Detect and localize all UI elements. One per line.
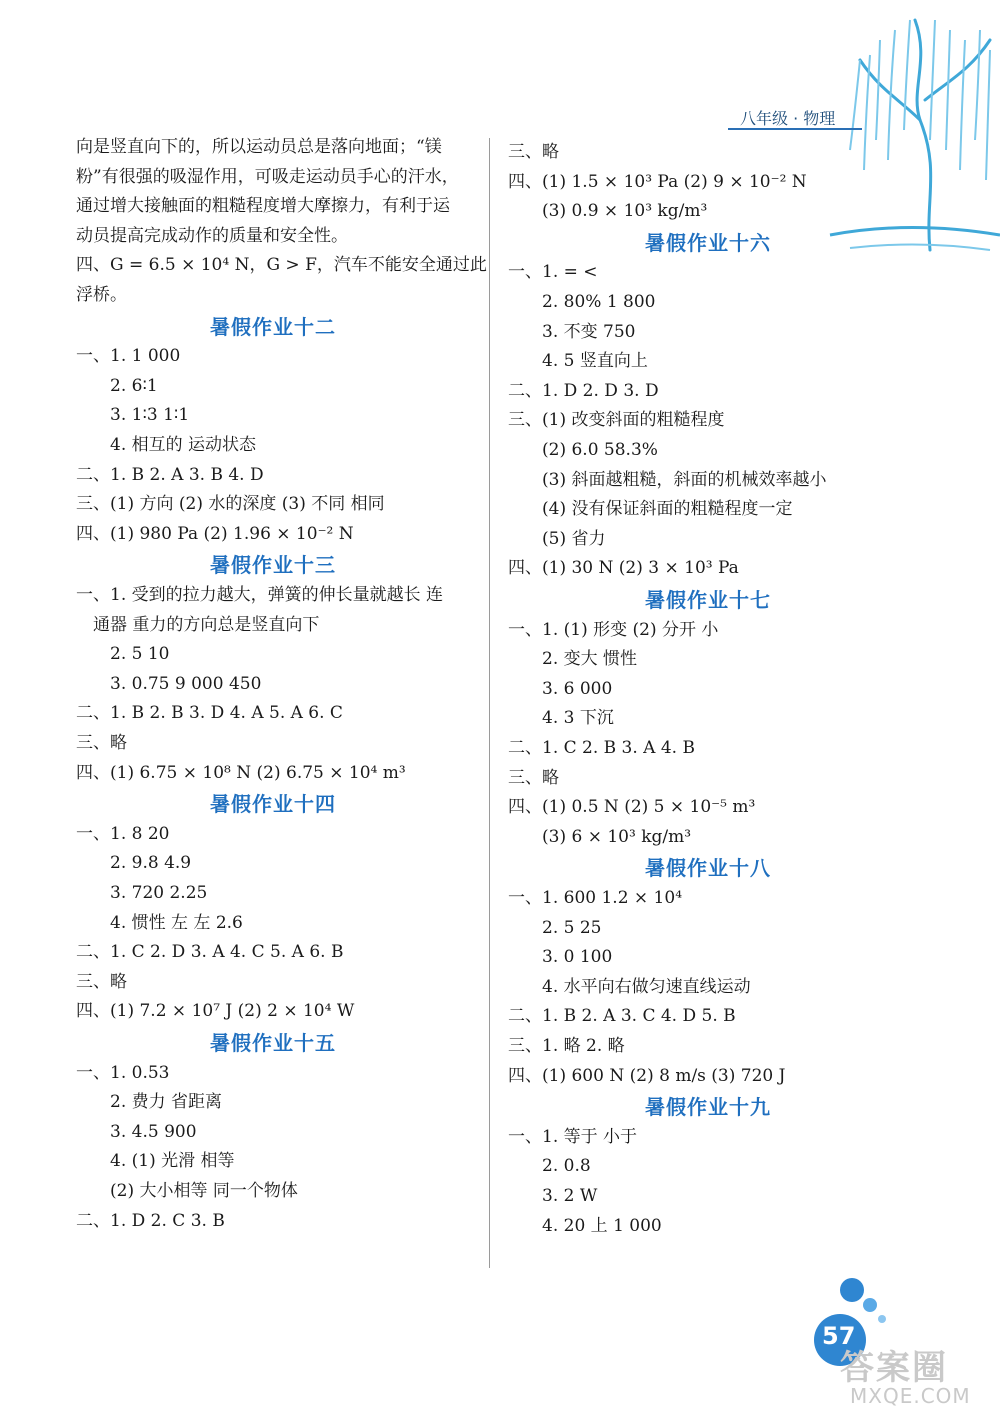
answer-line: (3) 0.9 × 10³ kg/m³ xyxy=(542,201,708,222)
answer-line: 二、1. B 2. A 3. C 4. D 5. B xyxy=(508,1006,736,1027)
answer-line: 二、1. D 2. C 3. B xyxy=(76,1210,225,1231)
answer-line: 一、1. 受到的拉力越大，弹簧的伸长量就越长 连 xyxy=(76,585,444,605)
answer-line: 4. 惯性 左 左 2.6 xyxy=(110,912,243,933)
answer-line: 三、(1) 改变斜面的粗糙程度 xyxy=(508,410,725,431)
answer-line: 四、(1) 0.5 N (2) 5 × 10⁻⁵ m³ xyxy=(508,797,756,818)
answer-line: 4. 水平向右做匀速直线运动 xyxy=(542,976,751,997)
answer-line: 三、略 xyxy=(508,142,559,162)
answer-line: 四、(1) 30 N (2) 3 × 10³ Pa xyxy=(508,558,739,579)
answer-line: 浮桥。 xyxy=(76,285,127,305)
answer-line: 一、1. 等于 小于 xyxy=(508,1126,638,1147)
section-heading: 暑假作业十八 xyxy=(645,856,771,881)
section-heading: 暑假作业十六 xyxy=(645,230,771,255)
answer-line: 2. 6∶1 xyxy=(110,375,158,396)
answer-line: 二、1. B 2. A 3. B 4. D xyxy=(76,464,264,485)
answer-line: 一、1. 0.53 xyxy=(76,1062,170,1083)
header-rule xyxy=(728,128,862,130)
answer-line: 通器 重力的方向总是竖直向下 xyxy=(93,614,320,635)
answer-line: 3. 6 000 xyxy=(542,678,613,699)
answer-line: 2. 5 10 xyxy=(110,644,170,665)
answer-line: (4) 没有保证斜面的粗糙程度一定 xyxy=(542,499,793,520)
answer-line: 四、(1) 980 Pa (2) 1.96 × 10⁻² N xyxy=(76,523,354,544)
answer-line: 3. 2 W xyxy=(542,1186,598,1206)
answer-line: (5) 省力 xyxy=(542,528,606,549)
answer-line: (2) 大小相等 同一个物体 xyxy=(110,1181,298,1201)
section-heading: 暑假作业十三 xyxy=(210,553,336,578)
answer-line: 三、略 xyxy=(76,733,127,753)
answer-line: 4. 20 上 1 000 xyxy=(542,1215,662,1236)
answer-line: 四、G = 6.5 × 10⁴ N，G > F，汽车不能安全通过此 xyxy=(76,255,487,276)
answer-line: 四、(1) 7.2 × 10⁷ J (2) 2 × 10⁴ W xyxy=(76,1001,355,1022)
answer-line: 三、略 xyxy=(76,971,127,992)
answer-line: 通过增大接触面的粗糙程度增大摩擦力，有利于运 xyxy=(76,196,450,217)
section-heading: 暑假作业十七 xyxy=(645,588,771,612)
answer-line: 四、(1) 1.5 × 10³ Pa (2) 9 × 10⁻² N xyxy=(508,171,807,192)
answer-line: 三、略 xyxy=(508,767,559,788)
section-heading: 暑假作业十五 xyxy=(210,1031,336,1055)
answer-line: 一、1. 1 000 xyxy=(76,346,181,367)
answer-line: 二、1. C 2. B 3. A 4. B xyxy=(508,738,695,758)
answer-line: 4. 3 下沉 xyxy=(542,708,614,729)
page-number: 57 xyxy=(822,1322,856,1350)
answer-line: 二、1. C 2. D 3. A 4. C 5. A 6. B xyxy=(76,942,344,963)
answer-line: 一、1. 8 20 xyxy=(76,823,170,844)
answer-line: 2. 80% 1 800 xyxy=(542,292,656,312)
answer-line: 三、(1) 方向 (2) 水的深度 (3) 不同 相同 xyxy=(76,494,385,515)
section-heading: 暑假作业十四 xyxy=(210,792,336,817)
willow-tree-illustration xyxy=(820,0,1000,260)
answer-line: 2. 变大 惯性 xyxy=(542,649,638,670)
answer-line: 2. 0.8 xyxy=(542,1156,591,1177)
answer-line: 三、1. 略 2. 略 xyxy=(508,1036,625,1056)
answer-line: 2. 费力 省距离 xyxy=(110,1092,223,1113)
answer-line: 二、1. D 2. D 3. D xyxy=(508,380,659,401)
answer-line: 动员提高完成动作的质量和安全性。 xyxy=(76,225,348,246)
answer-line: 3. 4.5 900 xyxy=(110,1121,197,1142)
answer-line: 3. 1∶3 1∶1 xyxy=(110,405,190,426)
answer-line: 粉”有很强的吸湿作用，可吸走运动员手心的汗水， xyxy=(76,166,459,187)
answer-line: 3. 不变 750 xyxy=(542,321,636,342)
answer-line: 四、(1) 6.75 × 10⁸ N (2) 6.75 × 10⁴ m³ xyxy=(76,762,406,783)
answer-line: 一、1. 600 1.2 × 10⁴ xyxy=(508,888,683,908)
answer-line: 4. 5 竖直向上 xyxy=(542,351,648,372)
watermark-url: MXQE.COM xyxy=(850,1384,971,1408)
grade-subject-label: 八年级 · 物理 xyxy=(740,109,836,128)
answer-line: 3. 0.75 9 000 450 xyxy=(110,673,262,694)
answer-line: 4. 相互的 运动状态 xyxy=(110,435,257,455)
answer-line: 4. (1) 光滑 相等 xyxy=(110,1151,235,1172)
answer-line: (2) 6.0 58.3% xyxy=(542,440,658,460)
column-divider xyxy=(489,138,490,1268)
answer-line: 向是竖直向下的，所以运动员总是落向地面；“镁 xyxy=(76,137,442,157)
answer-line: 一、1. (1) 形变 (2) 分开 小 xyxy=(508,619,719,640)
answer-line: 四、(1) 600 N (2) 8 m/s (3) 720 J xyxy=(508,1065,786,1086)
answer-line: (3) 6 × 10³ kg/m³ xyxy=(542,826,692,847)
section-heading: 暑假作业十九 xyxy=(645,1095,771,1120)
answer-line: 3. 720 2.25 xyxy=(110,883,208,903)
answer-line: 二、1. B 2. B 3. D 4. A 5. A 6. C xyxy=(76,703,343,724)
watermark-logo-text: 答案圈 xyxy=(840,1348,948,1388)
section-heading: 暑假作业十二 xyxy=(210,314,336,339)
answer-line: (3) 斜面越粗糙，斜面的机械效率越小 xyxy=(542,469,827,490)
answer-line: 一、1. = < xyxy=(508,262,598,283)
answer-line: 3. 0 100 xyxy=(542,947,613,968)
answer-line: 2. 5 25 xyxy=(542,917,602,938)
answer-line: 2. 9.8 4.9 xyxy=(110,853,192,874)
